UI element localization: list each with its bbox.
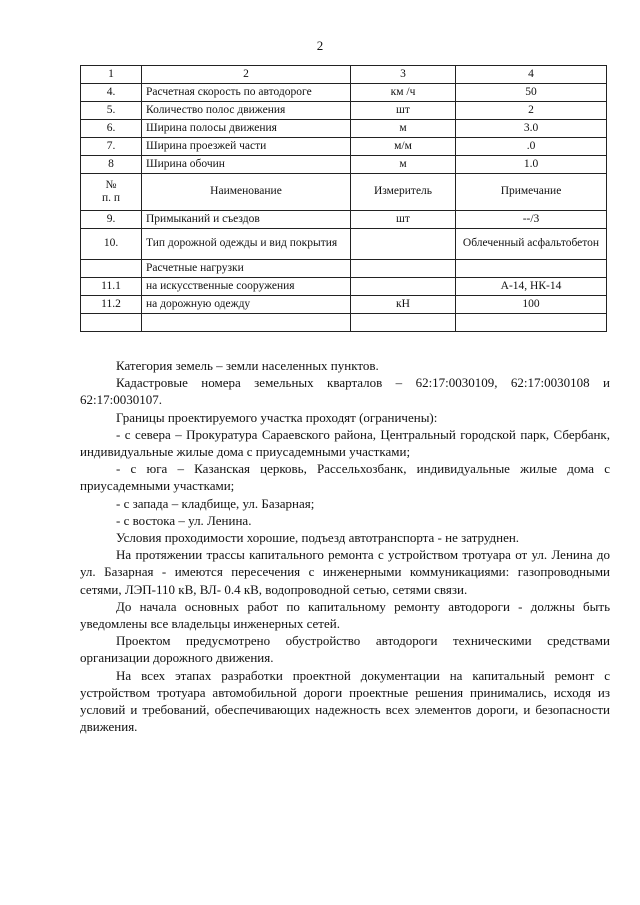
cell-name: на дорожную одежду — [142, 296, 351, 314]
cell-unit: м — [351, 156, 456, 174]
cell-unit: шт — [351, 211, 456, 229]
road-parameters-table — [80, 65, 607, 332]
table-row — [81, 156, 607, 174]
cell-name: Ширина полосы движения — [142, 120, 351, 138]
cell-name — [142, 314, 351, 332]
cell-name: Ширина проезжей части — [142, 138, 351, 156]
paragraph-land-category: Категория земель – земли населенных пунктов. — [116, 358, 379, 373]
cell-unit — [351, 260, 456, 278]
cell-unit: кН — [351, 296, 456, 314]
cell-note: 100 — [456, 296, 607, 314]
cell-note: 4 — [456, 66, 607, 84]
paragraph-boundaries: Границы проектируемого участка проходят (ограничены): — [116, 409, 438, 425]
paragraph-south: - с юга – Казанская церковь, Рассельхозбанк, индивидуальные жилые дома с приусадемными участками; — [80, 461, 610, 494]
cell-name: на искусственные сооружения — [142, 278, 351, 296]
cell-name: Тип дорожной одежды и вид покрытия — [142, 229, 351, 260]
table-row — [81, 296, 607, 314]
cell-unit: 3 — [351, 66, 456, 84]
table-row — [81, 138, 607, 156]
table-row — [81, 120, 607, 138]
cell-unit: м — [351, 120, 456, 138]
paragraph-west: - с запада – кладбище, ул. Базарная; — [116, 495, 315, 511]
paragraph-access: Условия проходимости хорошие, подъезд автотранспорта - не затруднен. — [116, 530, 520, 546]
cell-name: Расчетная скорость по автодороге — [142, 84, 351, 102]
table-row — [81, 102, 607, 120]
cell-unit: км /ч — [351, 84, 456, 102]
cell-note: --/3 — [456, 211, 607, 229]
cell-name: Количество полос движения — [142, 102, 351, 120]
table-row — [81, 278, 607, 296]
cell-no: 10. — [81, 229, 142, 260]
paragraph-notify-owners: До начала основных работ по капитальному ремонту автодороги - должны быть уведомлены все владельцы инженерных сетей. — [80, 598, 610, 632]
cell-note: 50 — [456, 84, 607, 102]
cell-note: 2 — [456, 102, 607, 120]
paragraph-north: - с севера – Прокуратура Сараевского района, Центральный городской парк, Сбербанк, индивидуальные жилые дома с приусадемными участками; — [80, 426, 610, 460]
paragraph-east: - с востока – ул. Ленина. — [116, 512, 252, 528]
cell-no — [81, 314, 142, 332]
paragraph-design-decisions: На всех этапах разработки проектной документации на капитальный ремонт с устройством тротуара автомобильной дороги проектные решения принимались, исходя из условий и требований, обеспечивающих надежность всех элементов дороги, и безопасности движения. — [80, 667, 610, 735]
cell-no: 11.1 — [81, 278, 142, 296]
cell-unit: шт — [351, 102, 456, 120]
paragraph-utilities: На протяжении трассы капитального ремонта с устройством тротуара от ул. Ленина до ул. Базарная - имеются пересечения с инженерными коммуникациями: газопроводными сетями, ЛЭП-110 кВ, ВЛ- 0.4 кВ, водопроводной сетью, сетями связи. — [80, 547, 610, 597]
cell-unit — [351, 229, 456, 260]
cell-no: 11.2 — [81, 296, 142, 314]
cell-name: Ширина обочин — [142, 156, 351, 174]
cell-note — [456, 314, 607, 332]
cell-no: 7. — [81, 138, 142, 156]
table-row — [81, 211, 607, 229]
table-header-row — [81, 174, 607, 211]
cell-name: Примыканий и съездов — [142, 211, 351, 229]
cell-unit — [351, 314, 456, 332]
cell-no: 5. — [81, 102, 142, 120]
cell-no: 6. — [81, 120, 142, 138]
cell-no: 9. — [81, 211, 142, 229]
cell-note: .0 — [456, 138, 607, 156]
cell-name: 2 — [142, 66, 351, 84]
cell-note: А-14, НК-14 — [456, 278, 607, 296]
table-row — [81, 229, 607, 260]
paragraph-traffic-means: Проектом предусмотрено обустройство автодороги техническими средствами организации дорожного движения. — [80, 633, 610, 666]
cell-note — [456, 260, 607, 278]
cell-name: Расчетные нагрузки — [142, 260, 351, 278]
cell-unit — [351, 278, 456, 296]
cell-no: 1 — [81, 66, 142, 84]
table-row — [81, 260, 607, 278]
header-name: Наименование — [142, 174, 351, 211]
header-note: Примечание — [456, 174, 607, 211]
cell-note: 3.0 — [456, 120, 607, 138]
table-row — [81, 66, 607, 84]
page-number: 2 — [316, 38, 324, 53]
paragraph-cadastral-numbers: Кадастровые номера земельных кварталов – 62:17:0030109, 62:17:0030108 и 62:17:0030107. — [80, 375, 610, 408]
header-unit: Измеритель — [351, 174, 456, 211]
cell-note: 1.0 — [456, 156, 607, 174]
cell-note: Облеченный асфальтобетон — [456, 229, 607, 260]
table-row — [81, 314, 607, 332]
table-row — [81, 84, 607, 102]
cell-no: 8 — [81, 156, 142, 174]
header-no: № п. п — [81, 174, 142, 211]
cell-unit: м/м — [351, 138, 456, 156]
cell-no: 4. — [81, 84, 142, 102]
body-text — [80, 357, 610, 735]
cell-no — [81, 260, 142, 278]
